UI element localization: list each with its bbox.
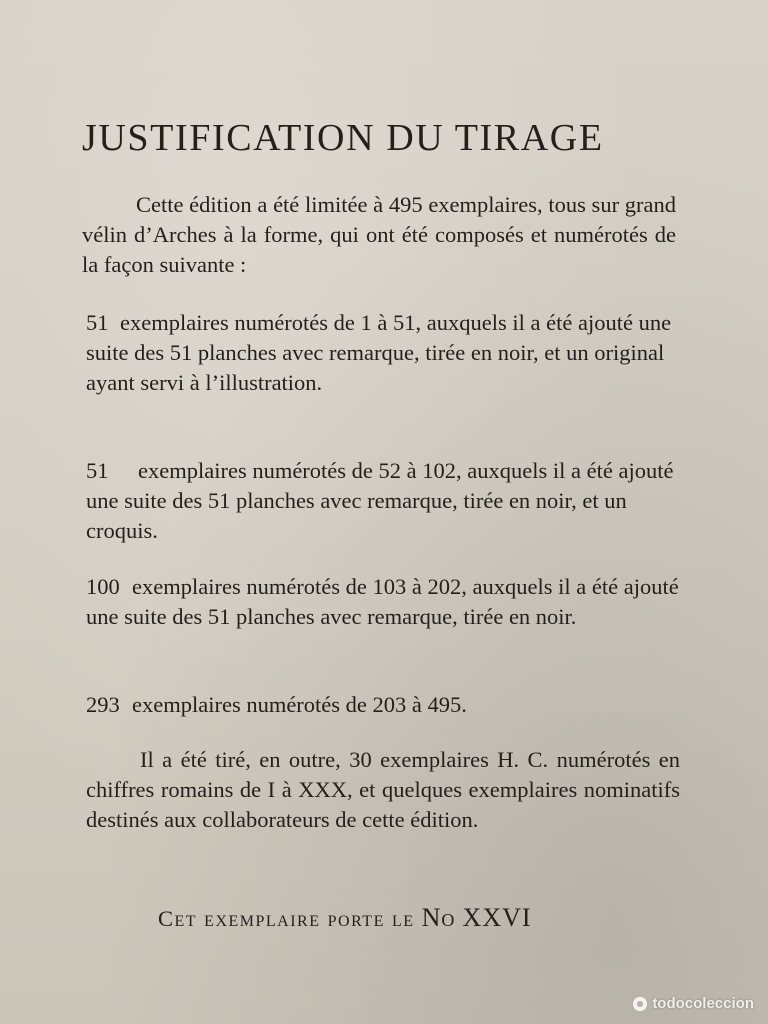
watermark	[633, 995, 754, 1012]
copy-number: XXVI	[462, 903, 532, 932]
closing-paragraph: Il a été tiré, en outre, 30 exemplaires H. C. numérotés en chiffres romains de I à XXX, et quelques exemplaires nominatifs destinés aux collaborateurs de cette édition.	[86, 747, 680, 832]
copy-number-line	[158, 900, 532, 937]
copy-number-prefix: Cet exemplaire porte le	[158, 906, 415, 931]
entry-text: exemplaires numérotés de 103 à 202, auxquels il a été ajouté une suite des 51 planches avec remarque, tirée en noir.	[86, 574, 679, 629]
edition-entry	[86, 690, 680, 720]
edition-entry	[86, 456, 680, 546]
entry-count: 51	[86, 310, 109, 335]
page-title: JUSTIFICATION DU TIRAGE	[82, 117, 604, 159]
watermark-text: todocoleccion	[652, 995, 754, 1012]
entry-text: exemplaires numérotés de 1 à 51, auxquels il a été ajouté une suite des 51 planches avec remarque, tirée en noir, et un original ayant servi à l’illustration.	[86, 310, 672, 395]
edition-entry	[86, 572, 680, 632]
entry-text: exemplaires numérotés de 203 à 495.	[132, 692, 467, 717]
entry-count: 293	[86, 692, 120, 717]
intro-paragraph: Cette édition a été limitée à 495 exemplaires, tous sur grand vélin d’Arches à la forme, qui ont été composés et numérotés de la façon suivante :	[82, 192, 676, 277]
edition-entry	[86, 308, 680, 398]
number-sign: No	[421, 903, 456, 932]
todocoleccion-logo-icon	[633, 997, 647, 1011]
entry-text: exemplaires numérotés de 52 à 102, auxquels il a été ajouté une suite des 51 planches avec remarque, tirée en noir, et un croquis.	[86, 458, 674, 543]
entry-count: 51	[86, 458, 109, 483]
entry-count: 100	[86, 574, 120, 599]
